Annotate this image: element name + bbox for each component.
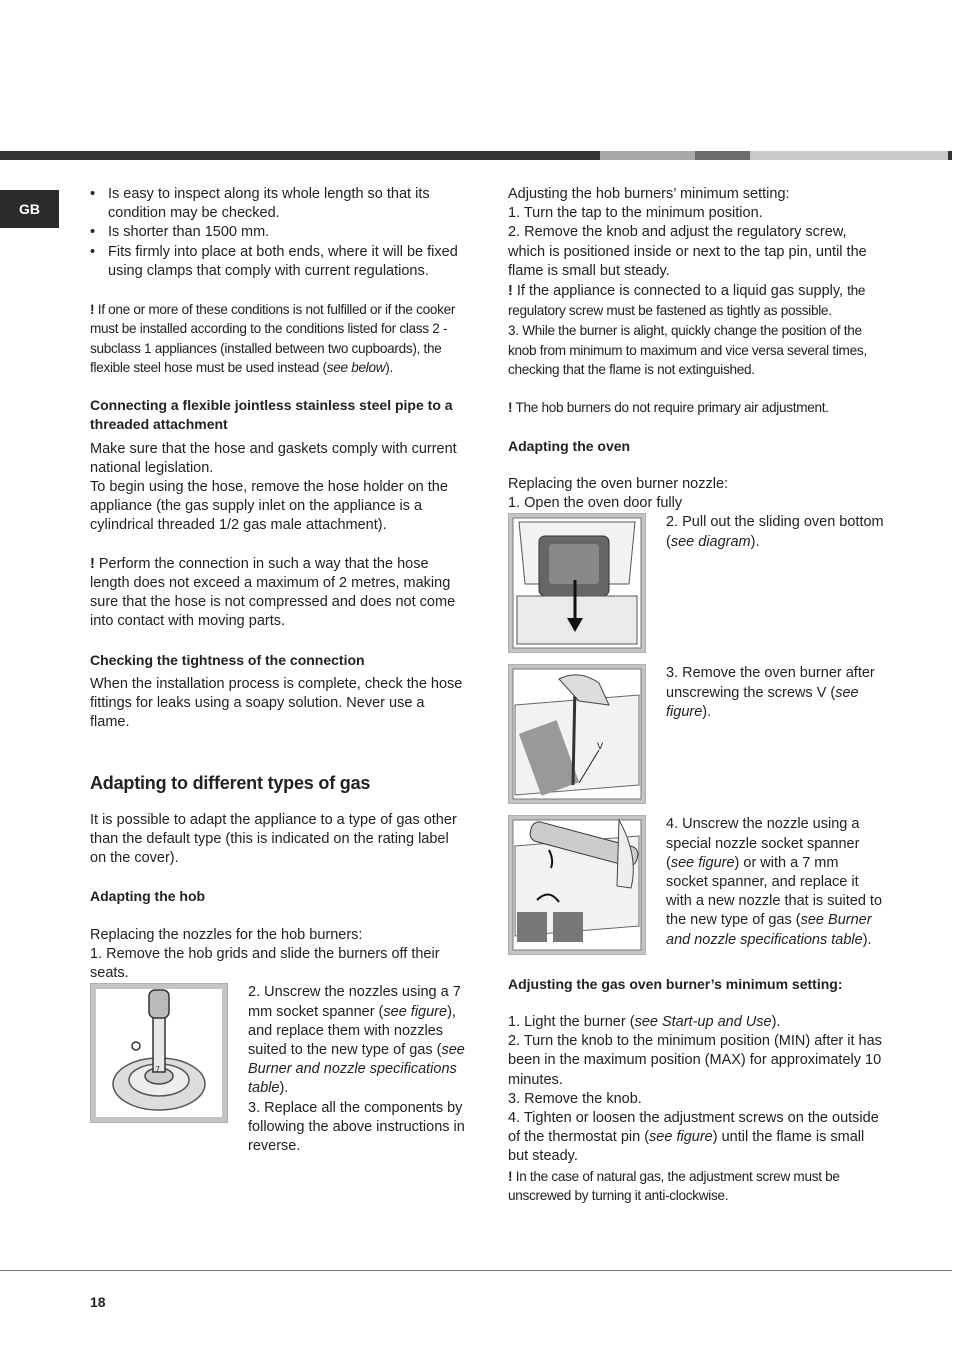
paragraph: 1. Open the oven door fully <box>508 495 683 512</box>
section-heading: Adapting the hob <box>90 888 206 905</box>
oven-nozzle-text <box>666 815 884 949</box>
list-item: • Is shorter than 1500 mm. <box>90 223 466 242</box>
oven-bottom-figure-row <box>508 513 884 653</box>
section-heading: Connecting a flexible jointless stainless steel pipe to a threaded attachment <box>90 397 453 433</box>
paragraph: When the installation process is complete, check the hose fittings for leaks using a soapy solution. Never use a flame. <box>90 676 463 731</box>
paragraph: 1. Turn the tap to the minimum position. <box>508 205 763 222</box>
screw-v-label: V <box>597 742 604 753</box>
warning-note: ! If one or more of these conditions is not fulfilled or if the cooker must be installed according to the conditions listed for class 2 - subclass 1 appliances (installed between two cupboards), the flexible steel hose must be used instead (see below). <box>90 302 456 375</box>
paragraph: 2. Remove the knob and adjust the regulatory screw, which is positioned inside or next to the tap pin, until the flame is small but steady. <box>508 224 867 279</box>
main-heading: Adapting to different types of gas <box>90 772 371 793</box>
footer-rule <box>0 1270 952 1271</box>
hob-nozzle-figure-row <box>90 983 466 1156</box>
header-bar-mid2 <box>695 151 750 160</box>
paragraph: Make sure that the hose and gaskets comply with current national legislation. <box>90 440 457 476</box>
left-column <box>90 185 466 1156</box>
section-heading: Checking the tightness of the connection <box>90 651 365 668</box>
warning-note: ! In the case of natural gas, the adjustment screw must be unscrewed by turning it anti-clockwise. <box>508 1168 840 1203</box>
language-tab: GB <box>0 190 59 228</box>
paragraph: 3. While the burner is alight, quickly change the position of the knob from minimum to maximum and vice versa several times, checking that the flame is not extinguished. <box>508 323 867 377</box>
hose-requirements-list <box>90 185 466 281</box>
section-heading: Adjusting the gas oven burner’s minimum setting: <box>508 975 843 992</box>
section-heading: Adapting the oven <box>508 437 631 454</box>
header-bar-end <box>948 151 952 160</box>
paragraph: To begin using the hose, remove the hose holder on the appliance (the gas supply inlet on the appliance is a cylindrical threaded 1/2 gas male attachment). <box>90 479 448 534</box>
paragraph: 3. Remove the oven burner after unscrewing the screws V (see figure). <box>666 665 875 720</box>
hob-figure-text <box>248 983 466 1156</box>
oven-bottom-text <box>666 513 884 551</box>
list-item: • Is easy to inspect along its whole length so that its condition may be checked. <box>90 185 466 223</box>
paragraph: 2. Unscrew the nozzles using a 7 mm socket spanner (see figure), and replace them with nozzles suited to the new type of gas (see Burner and nozzle specifications table). <box>248 984 465 1097</box>
oven-nozzle-figure <box>508 815 646 955</box>
paragraph: 4. Unscrew the nozzle using a special nozzle socket spanner (see figure) or with a 7 mm socket spanner, and replace it with a new nozzle that is suited to the new type of gas (see Burner and nozzle specifications table). <box>666 816 883 948</box>
paragraph: 1. Remove the hob grids and slide the burners off their seats. <box>90 946 440 982</box>
hob-nozzle-figure <box>90 983 228 1123</box>
header-bar-mid <box>600 151 695 160</box>
oven-burner-figure-row <box>508 664 884 804</box>
right-column <box>508 185 884 1205</box>
oven-burner-figure <box>508 664 646 804</box>
oven-nozzle-figure-row <box>508 815 884 955</box>
list-item: • Fits firmly into place at both ends, where it will be fixed using clamps that comply with current regulations. <box>90 243 466 281</box>
paragraph: 2. Turn the knob to the minimum position (MIN) after it has been in the maximum position (MAX) for approximately 10 minutes. <box>508 1033 882 1088</box>
warning-note: ! If the appliance is connected to a liquid gas supply, the regulatory screw must be fastened as tightly as possible. <box>508 283 866 319</box>
paragraph: It is possible to adapt the appliance to a type of gas other than the default type (this is indicated on the rating label on the cover). <box>90 811 457 867</box>
paragraph: 1. Light the burner (see Start-up and Use). <box>508 1013 781 1030</box>
paragraph: 3. Replace all the components by following the above instructions in reverse. <box>248 1099 465 1155</box>
svg-text:7: 7 <box>155 1065 161 1075</box>
oven-bottom-figure <box>508 513 646 653</box>
header-bar-light <box>750 151 948 160</box>
paragraph: Replacing the oven burner nozzle: <box>508 476 729 492</box>
header-bar-dark <box>0 151 600 160</box>
paragraph: 4. Tighten or loosen the adjustment screws on the outside of the thermostat pin (see figure) until the flame is small but steady. <box>508 1110 879 1165</box>
paragraph: 2. Pull out the sliding oven bottom (see diagram). <box>666 514 884 550</box>
warning-note: ! The hob burners do not require primary air adjustment. <box>508 400 829 416</box>
header-color-bar <box>0 151 954 160</box>
warning-note: ! Perform the connection in such a way that the hose length does not exceed a maximum of 2 metres, making sure that the hose is not compressed and does not come into contact with moving parts. <box>90 555 456 630</box>
page-number: 18 <box>90 1294 106 1310</box>
paragraph: 3. Remove the knob. <box>508 1090 642 1107</box>
paragraph: Replacing the nozzles for the hob burners: <box>90 926 363 943</box>
paragraph: Adjusting the hob burners’ minimum setting: <box>508 186 790 202</box>
oven-burner-text <box>666 664 884 722</box>
